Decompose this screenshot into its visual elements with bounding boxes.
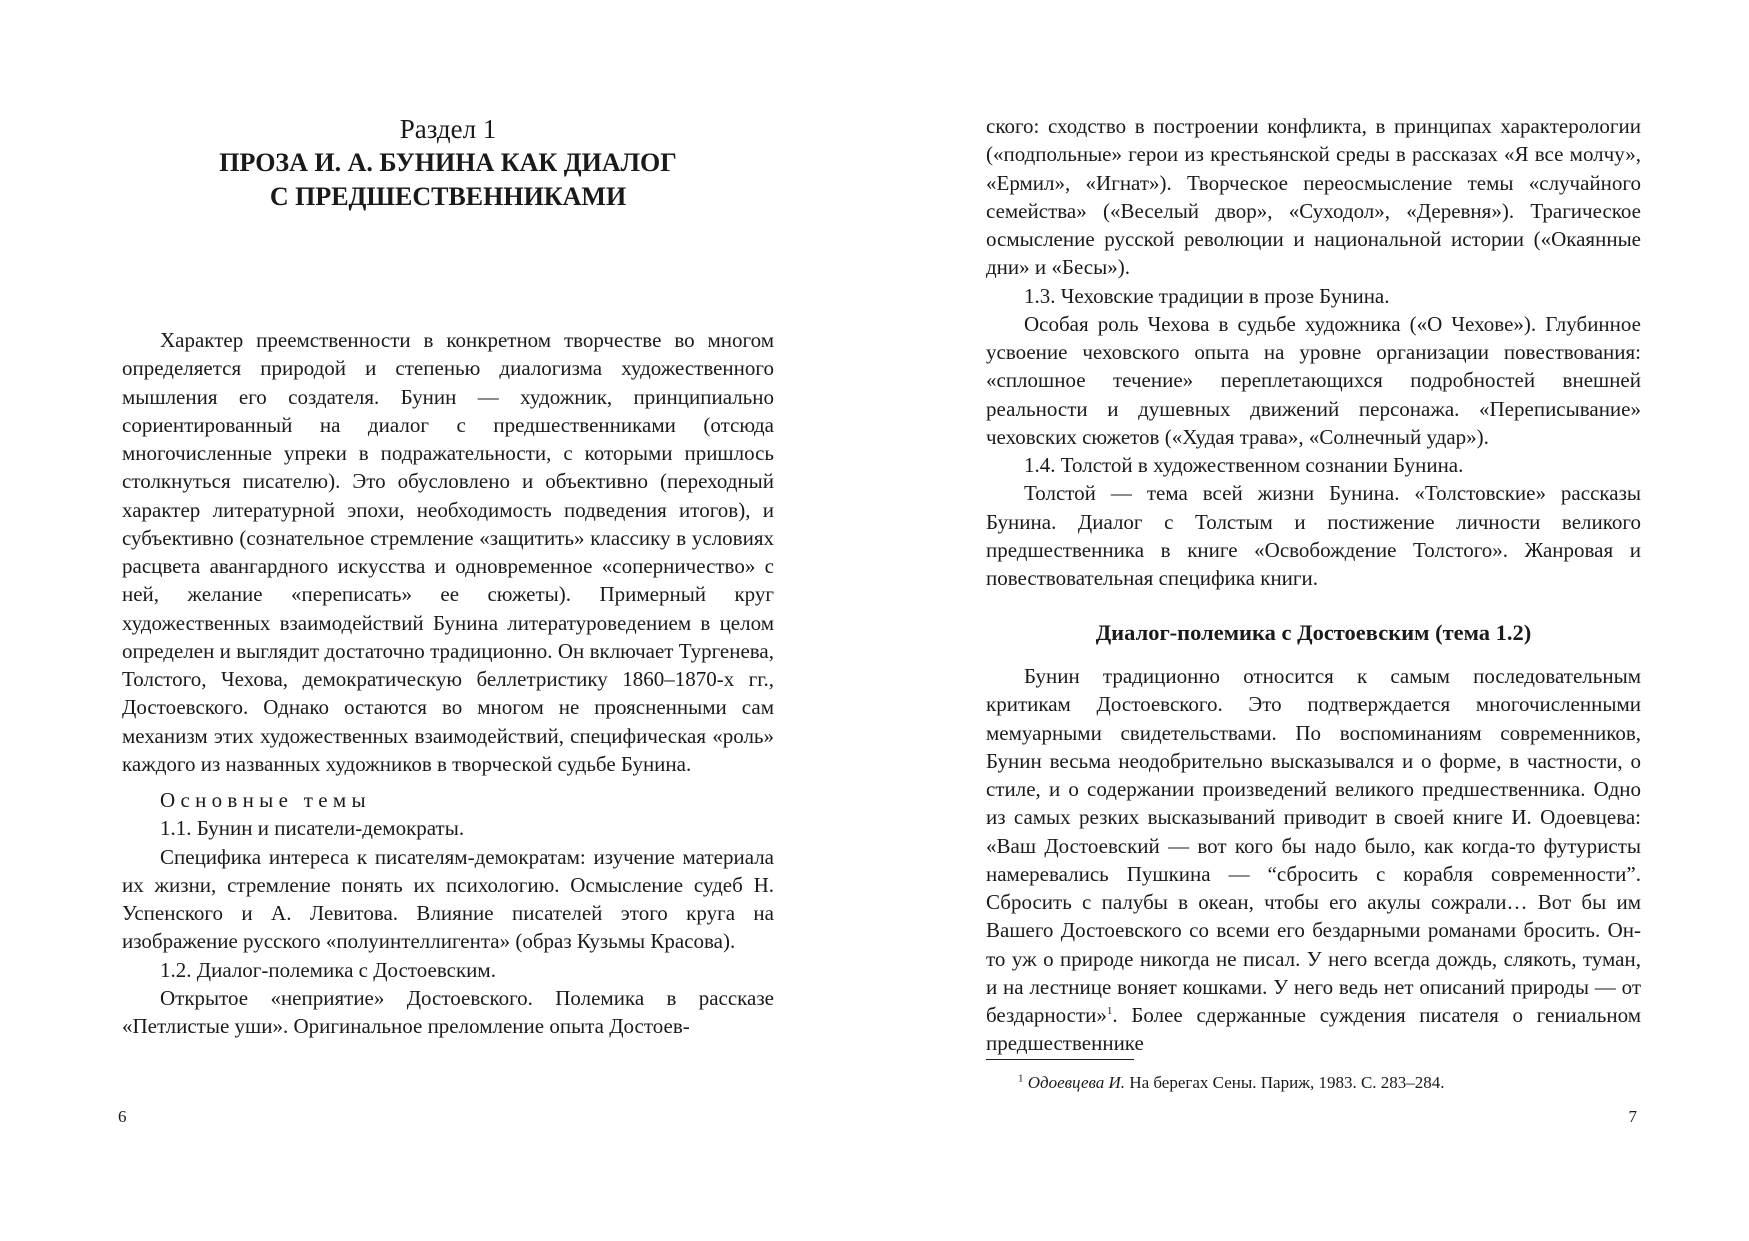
footnote xyxy=(1018,1072,1445,1094)
topic-1-4-text: Толстой — тема всей жизни Бунина. «Толстовские» рассказы Бунина. Диалог с Толстым и постижение личности великого предшественника в книге «Освобождение Толстого». Жанровая и повествовательная специфика книги. xyxy=(986,481,1641,590)
continuation-text: ского: сходство в построении конфликта, в принципах характерологии («подпольные» герои из крестьянской среды в рассказах «Я все молчу», «Ермил», «Игнат»). Творческое переосмысление темы «случайного семейства» («Веселый двор», «Суходол», «Деревня»). Трагическое осмысление русской революции и национальной истории («Окаянные дни» и «Бесы»). xyxy=(986,114,1641,280)
intro-paragraph: Характер преемственности в конкретном творчестве во многом определяется природой и степенью диалогизма художественного мышления его создателя. Бунин — художник, принципиально сориентированный на диалог с предшественниками (отсюда многочисленные упреки в подражательности, с которыми пришлось столкнуться писателю). Это обусловлено и объективно (переходный характер литературной эпохи, необходимость подведения итогов), и субъективно (сознательное стремление «защитить» классику в условиях расцвета авангардного искусства и одновременное «соперничество» с ней, желание «переписать» ее сюжеты). Примерный круг художественных взаимодействий Бунина литературоведением в целом определен и выглядит достаточно традиционно. Он включает Тургенева, Толстого, Чехова, демократическую беллетристику 1860–1870-х гг., Достоевского. Однако остаются во многом не проясненными сам механизм этих художественных взаимодействий, специфическая «роль» каждого из названных художников в творческой судьбе Бунина. xyxy=(122,328,774,776)
section-label: Раздел 1 xyxy=(399,114,497,144)
subheading-dostoevsky: Диалог-полемика с Достоевским (тема 1.2) xyxy=(1095,620,1532,645)
dostoevsky-paragraph-part-1: Бунин традиционно относится к самым последовательным критикам Достоевского. Это подтверждается многочисленными мемуарными свидетельствами. По воспоминаниям современников, Бунин весьма неодобрительно высказывался и о форме, в частности, о стиле, и о содержании произведений великого предшественника. Одно из самых резких высказываний приводит в своей книге И. Одоевцева: «Ваш Достоевский — вот кого бы надо было, как когда-то футуристы намеревались Пушкина — “сбросить с корабля современности”. Сбросить с палубы в океан, чтобы его акулы сожрали… Вот бы им Вашего Достоевского со всеми его бездарными романами бросить. Он-то уж о природе никогда не писал. У него всегда дождь, слякоть, туман, и на лестнице воняет кошками. У него ведь нет описаний природы — от бездарности» xyxy=(986,664,1641,1027)
page-number-right: 7 xyxy=(1628,1107,1637,1126)
section-title-line-1: ПРОЗА И. А. БУНИНА КАК ДИАЛОГ xyxy=(219,148,677,177)
topic-1-4-heading: 1.4. Толстой в художественном сознании Бунина. xyxy=(1024,453,1464,477)
section-heading xyxy=(122,112,774,214)
topic-1-3-text: Особая роль Чехова в судьбе художника («О Чехове»). Глубинное усвоение чеховского опыта на уровне организации повествования: «сплошное течение» переплетающихся подробностей внешней реальности и душевных движений персонажа. «Переписывание» чеховских сюжетов («Худая трава», «Солнечный удар»). xyxy=(986,311,1641,449)
left-page-body xyxy=(122,326,774,1040)
topic-1-1-text: Специфика интереса к писателям-демократам: изучение материала их жизни, стремление понять их психологию. Осмысление судеб Н. Успенского и А. Левитова. Влияние писателей этого круга на изображение русского «полуинтеллигента» (образ Кузьмы Красова). xyxy=(122,844,774,954)
topic-1-2-heading: 1.2. Диалог-полемика с Достоевским. xyxy=(160,957,496,982)
dostoevsky-paragraph xyxy=(986,662,1641,1058)
dostoevsky-paragraph-part-2: . Более сдержанные суждения писателя о гениальном предшественнике xyxy=(986,1003,1641,1056)
right-page-body xyxy=(986,662,1641,1058)
topic-1-1-heading: 1.1. Бунин и писатели-демократы. xyxy=(160,816,465,841)
right-page-topics xyxy=(986,112,1641,592)
paragraph-gap xyxy=(122,778,774,786)
main-themes-label: Основные темы xyxy=(160,788,371,812)
topic-1-2-text: Открытое «неприятие» Достоевского. Полемика в рассказе «Петлистые уши». Оригинальное преломление опыта Достоев- xyxy=(122,985,774,1038)
footnote-rule xyxy=(986,1059,1134,1060)
topic-1-3-heading: 1.3. Чеховские традиции в прозе Бунина. xyxy=(1024,283,1390,308)
section-title-line-2: С ПРЕДШЕСТВЕННИКАМИ xyxy=(269,182,627,211)
footnote-number: 1 xyxy=(1018,1072,1024,1085)
page-number-left: 6 xyxy=(118,1107,127,1126)
footnote-author: Одоевцева И. xyxy=(1027,1073,1126,1092)
footnote-reference[interactable]: 1 xyxy=(1106,1005,1113,1017)
footnote-text: На берегах Сены. Париж, 1983. С. 283–284. xyxy=(1125,1073,1445,1092)
